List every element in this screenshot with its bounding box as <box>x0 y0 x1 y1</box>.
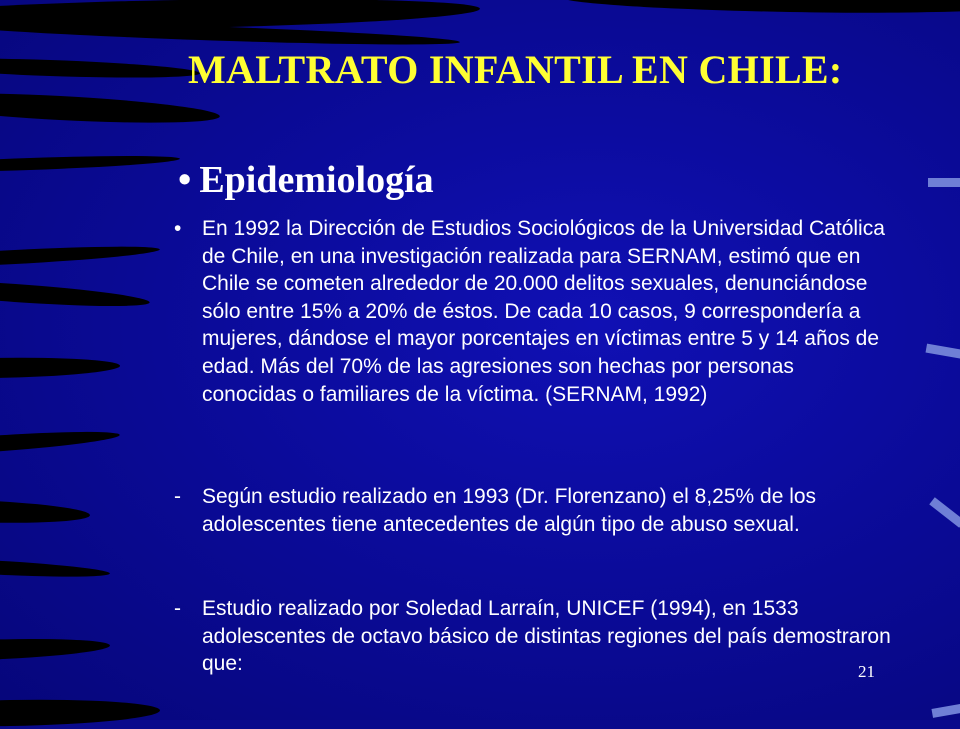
section-heading <box>178 158 434 202</box>
dash-item-text: Según estudio realizado en 1993 (Dr. Florenzano) el 8,25% de los adolescentes tiene antecedentes de algún tipo de abuso sexual. <box>202 485 817 536</box>
bullet-marker: • <box>174 217 182 240</box>
heading-text: Epidemiología <box>199 159 434 201</box>
dash-marker: - <box>174 485 181 508</box>
page-number: 21 <box>858 662 875 681</box>
bullet-text: En 1992 la Dirección de Estudios Sociológicos de la Universidad Católica de Chile, en una investigación realizada para SERNAM, estimó que en Chile se cometen alrededor de 20.000 delitos sexuales, denunciándose sólo entre 15% a 20% de éstos. De cada 10 casos, 9 correspondería a mujeres, dándose el mayor porcentajes en víctimas entre 5 y 14 años de edad. Más del 70% de las agresiones son hechas por personas conocidas o familiares de la víctima. (SERNAM, 1992) <box>202 217 885 406</box>
dash-item <box>174 595 894 678</box>
heading-bullet: • <box>178 159 192 201</box>
bullet-item <box>174 215 894 408</box>
dash-item-text: Estudio realizado por Soledad Larraín, UNICEF (1994), en 1533 adolescentes de octavo básico de distintas regiones del país demostraron que: <box>202 597 891 676</box>
dash-item <box>174 483 894 538</box>
dash-marker: - <box>174 597 181 620</box>
slide-title: MALTRATO INFANTIL EN CHILE: <box>188 47 843 92</box>
